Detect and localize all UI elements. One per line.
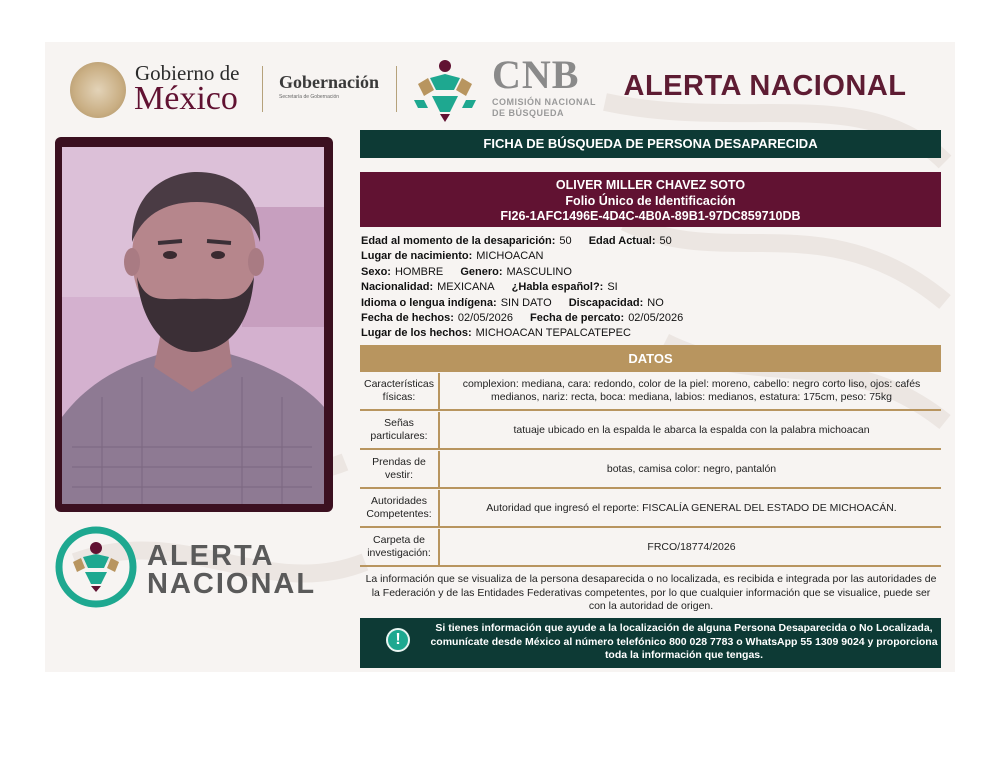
datos-row — [360, 490, 941, 528]
info-label: Sexo: — [361, 266, 391, 278]
info-line — [361, 311, 697, 325]
datos-header: DATOS — [360, 345, 941, 372]
info-value: HOMBRE — [394, 266, 444, 278]
info-value: SIN DATO — [500, 297, 552, 309]
ficha-title-bar: FICHA DE BÚSQUEDA DE PERSONA DESAPARECIDA — [360, 130, 941, 158]
alerta-logo-line2: NACIONAL — [147, 568, 317, 600]
datos-row-value: botas, camisa color: negro, pantalón — [606, 462, 777, 475]
person-photo — [62, 147, 324, 504]
info-line — [361, 326, 645, 340]
exclamation-icon: ! — [386, 628, 410, 652]
info-label: Discapacidad: — [568, 297, 644, 309]
person-photo-illustration — [62, 147, 324, 504]
datos-row-label: Autoridades Competentes: — [360, 490, 440, 526]
cnb-sub-line1: COMISIÓN NACIONAL — [492, 97, 596, 107]
datos-row — [360, 451, 941, 489]
cnb-label: CNB — [492, 52, 580, 97]
info-line — [361, 249, 557, 263]
datos-row — [360, 529, 941, 567]
gobierno-label: Gobierno de — [135, 61, 240, 85]
datos-row-label: Carpeta de investigación: — [360, 529, 440, 565]
info-value: MICHOACAN — [476, 250, 544, 262]
alert-title: ALERTA NACIONAL — [623, 70, 907, 102]
folio-value: FI26-1AFC1496E-4D4C-4B0A-89B1-97DC859710DB — [500, 209, 801, 223]
info-line — [361, 265, 586, 279]
contact-footer-text: Si tienes información que ayude a la localización de alguna Persona Desaparecida o No Localizada, comunícate desde México al número telefónico 800 028 7783 o WhatsApp 55 1309 9024 y proporciona toda la información que tengas. — [430, 622, 938, 661]
info-line — [361, 234, 686, 248]
datos-row-value: FRCO/18774/2026 — [647, 540, 736, 553]
info-label: Edad al momento de la desaparición: — [361, 235, 556, 247]
header-divider — [396, 66, 397, 112]
cnb-sub-line2: DE BÚSQUEDA — [492, 108, 565, 118]
datos-row-label: Características físicas: — [360, 373, 440, 409]
info-label: ¿Habla español?: — [511, 281, 604, 293]
info-value: MICHOACAN TEPALCATEPEC — [475, 327, 631, 339]
mexico-label: México — [134, 80, 238, 117]
info-value: NO — [647, 297, 664, 309]
person-name: OLIVER MILLER CHAVEZ SOTO — [555, 178, 746, 192]
datos-row-label: Prendas de vestir: — [360, 451, 440, 487]
gobernacion-sub-label: Secretaría de Gobernación — [279, 94, 340, 100]
info-value: SI — [607, 281, 618, 293]
alerta-logo-line1: ALERTA — [147, 540, 275, 572]
info-label: Lugar de los hechos: — [361, 327, 472, 339]
datos-row-label: Señas particulares: — [360, 412, 440, 448]
alerta-nacional-logo-icon — [55, 526, 137, 608]
gobernacion-label: Gobernación — [279, 72, 380, 92]
info-value: 50 — [659, 235, 672, 247]
info-line — [361, 296, 678, 310]
mexico-coat-of-arms-icon — [70, 62, 126, 118]
datos-row-value: complexion: mediana, cara: redondo, color de la piel: moreno, cabello: negro corto liso, ojos: cafés medianos, nariz: recta, boca: mediana, labios: medianos, estatura: 175cm, peso: 75kg — [462, 378, 921, 403]
info-label: Fecha de percato: — [530, 312, 625, 324]
info-label: Idioma o lengua indígena: — [361, 297, 497, 309]
info-value: MEXICANA — [437, 281, 495, 293]
info-label: Genero: — [460, 266, 503, 278]
info-label: Fecha de hechos: — [361, 312, 454, 324]
info-value: MASCULINO — [506, 266, 572, 278]
disclaimer-text: La información que se visualiza de la persona desaparecida o no localizada, es recibida e integrada por las autoridades de la Federación y de las Entidades Federativas competentes, por lo que cualquier información que se visualice, puede ser con la autoridad de origen. — [365, 573, 937, 612]
info-value: 02/05/2026 — [628, 312, 684, 324]
datos-row-value: Autoridad que ingresó el reporte: FISCALÍA GENERAL DEL ESTADO DE MICHOACÁN. — [486, 501, 897, 514]
info-value: 02/05/2026 — [457, 312, 513, 324]
folio-label: Folio Único de Identificación — [565, 193, 736, 208]
datos-row — [360, 412, 941, 450]
info-label: Edad Actual: — [588, 235, 656, 247]
datos-row-value: tatuaje ubicado en la espalda le abarca la espalda con la palabra michoacan — [513, 423, 870, 436]
info-value: 50 — [559, 235, 572, 247]
person-name-box — [360, 172, 941, 227]
info-line — [361, 280, 632, 294]
info-label: Lugar de nacimiento: — [361, 250, 473, 262]
header-divider — [262, 66, 263, 112]
datos-row — [360, 373, 941, 411]
cnb-sub-label — [492, 97, 596, 119]
info-label: Nacionalidad: — [361, 281, 434, 293]
cnb-logo-icon — [410, 56, 480, 122]
